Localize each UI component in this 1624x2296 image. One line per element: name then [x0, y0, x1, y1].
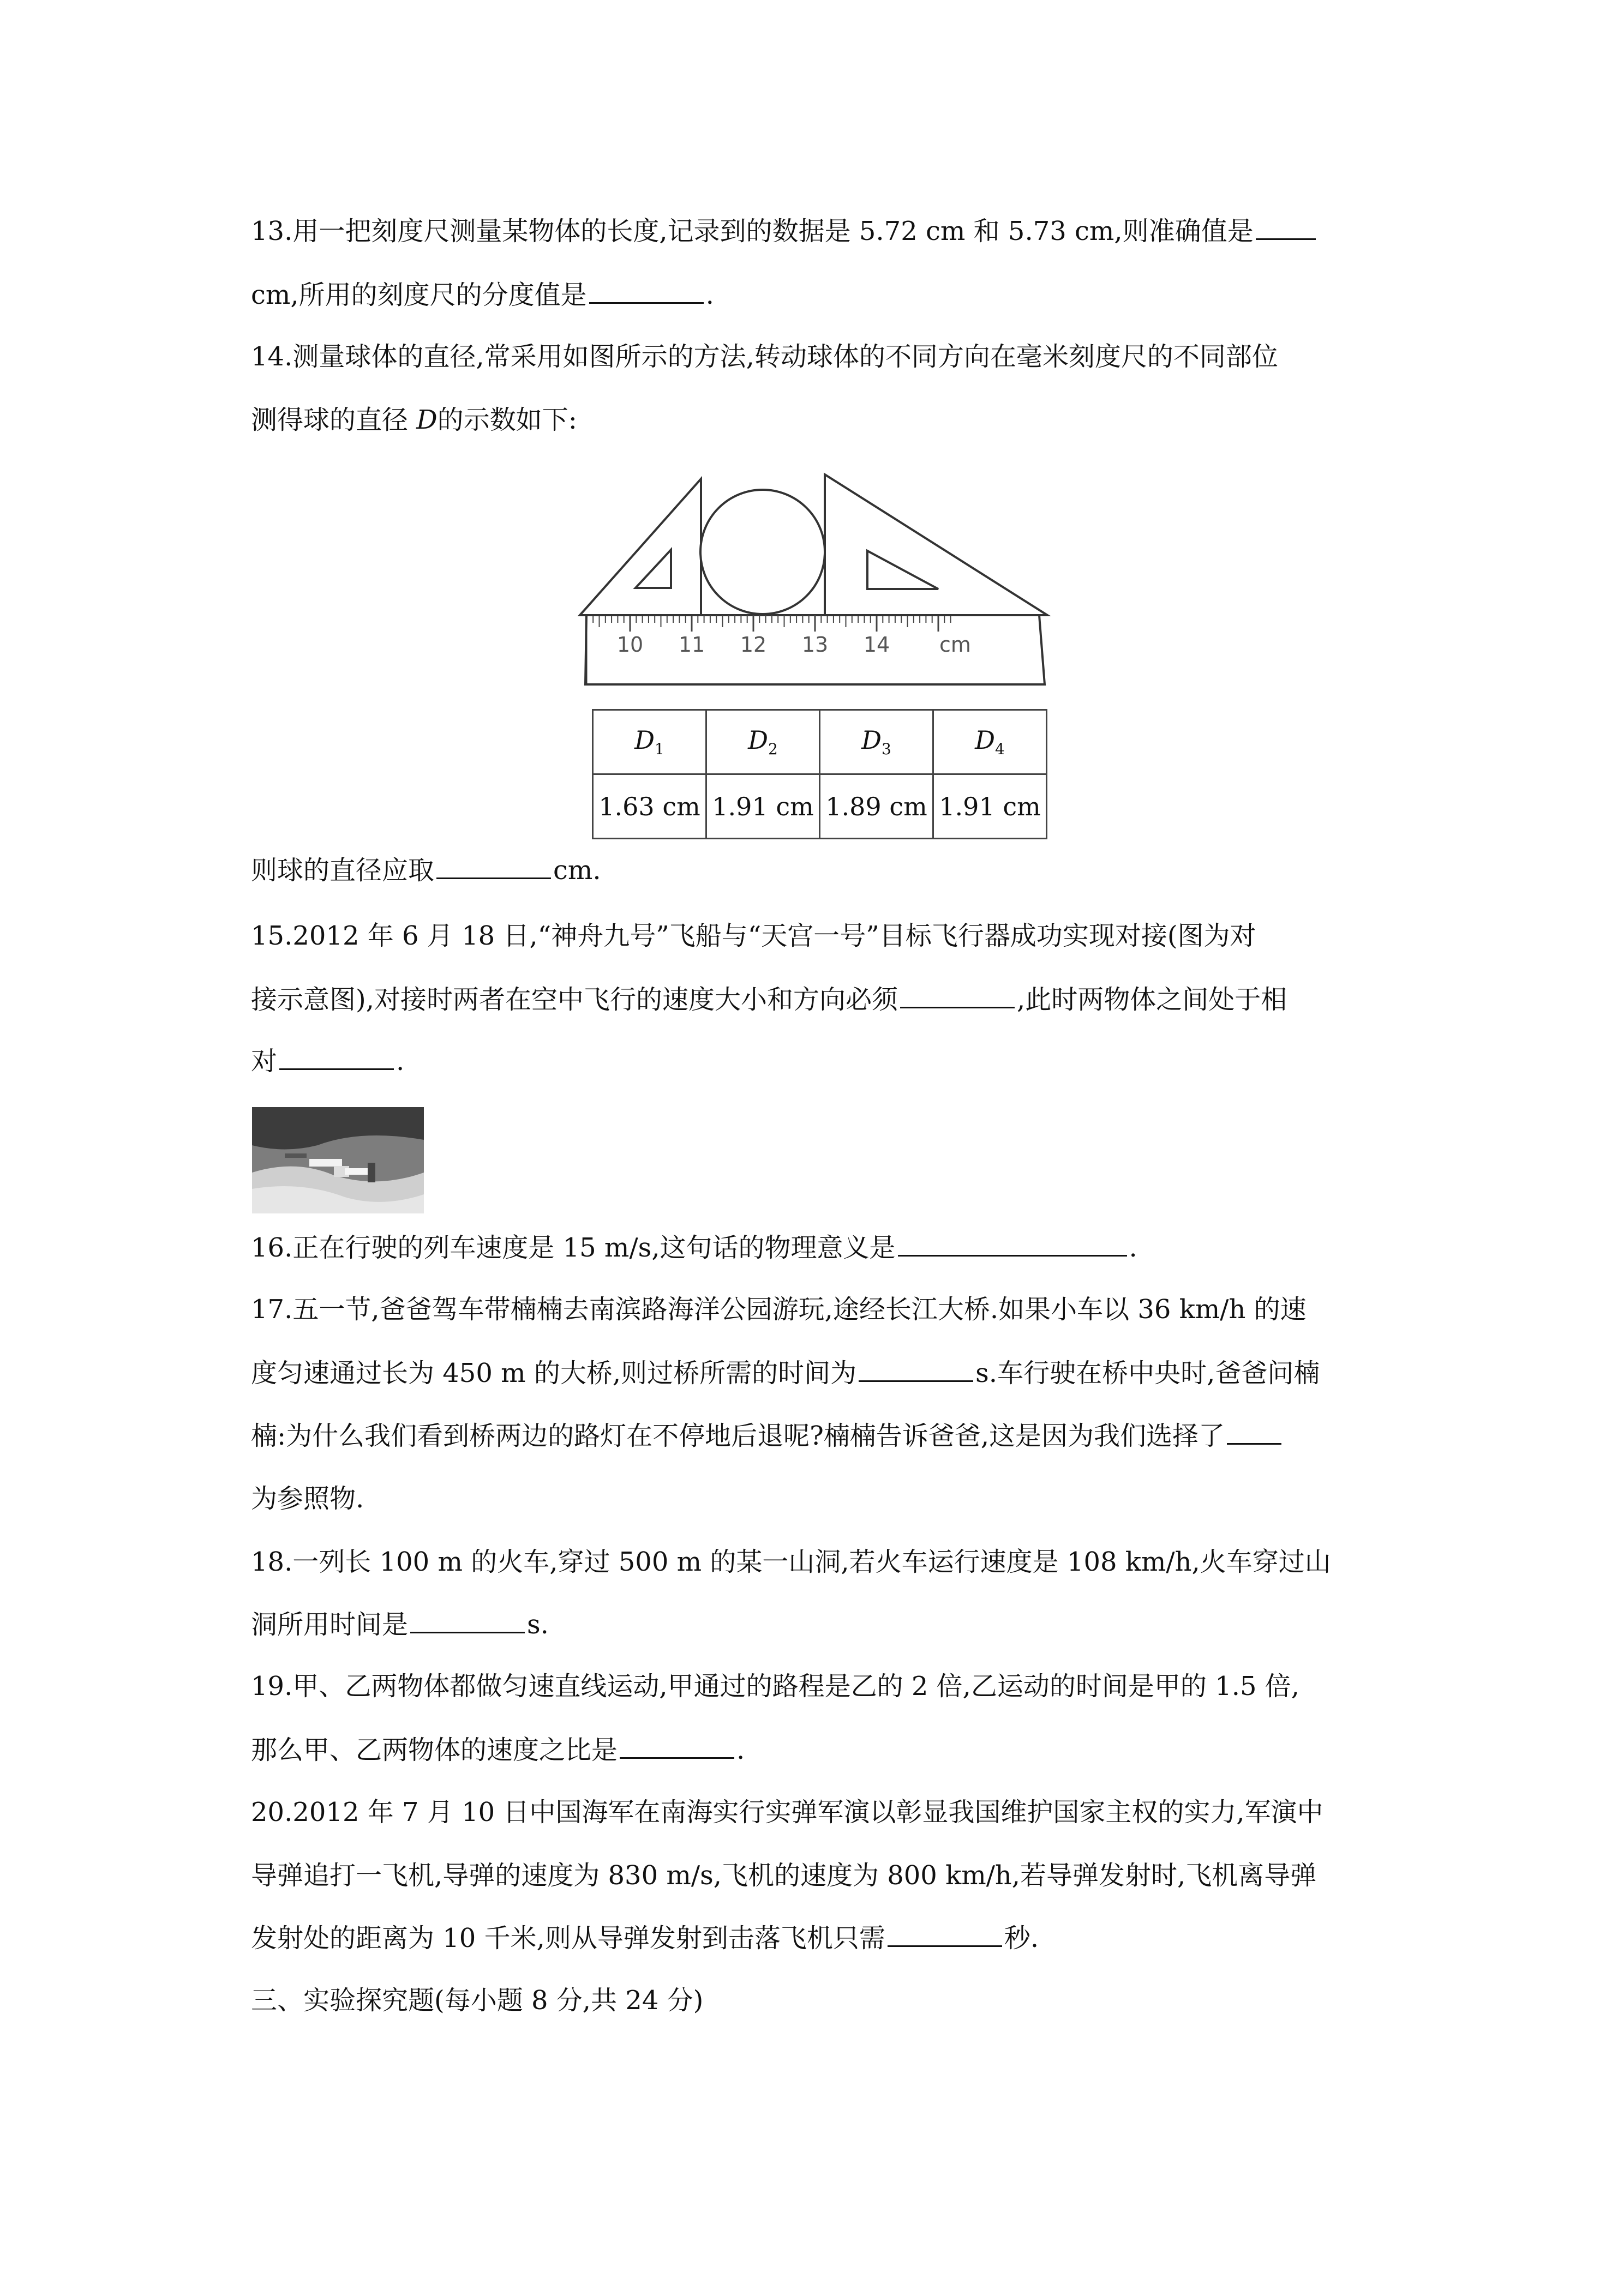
answer-blank[interactable] — [898, 1233, 1127, 1257]
q18-line2: 洞所用时间是 s. — [251, 1609, 549, 1640]
ruler-tick-label: 12 — [740, 633, 767, 657]
docking-photo — [252, 1107, 424, 1213]
q17-line4: 为参照物. — [251, 1483, 364, 1514]
q17-line3: 楠:为什么我们看到桥两边的路灯在不停地后退呢?楠楠告诉爸爸,这是因为我们选择了 — [251, 1416, 1397, 1456]
q13-line2: cm,所用的刻度尺的分度值是 . — [251, 280, 714, 310]
ball — [700, 490, 825, 614]
ruler-unit-label: cm — [939, 633, 971, 657]
ruler-tick-label: 10 — [616, 633, 644, 657]
answer-blank[interactable] — [279, 1047, 394, 1070]
q15-line1: 15.2012 年 6 月 18 日,“神舟九号”飞船与“天宫一号”目标飞行器成功实现对接(图为对 — [251, 921, 1256, 951]
q19-line2: 那么甲、乙两物体的速度之比是 . — [251, 1735, 745, 1765]
answer-blank[interactable] — [1227, 1421, 1281, 1445]
table-cell: 1.91 cm — [933, 774, 1047, 839]
q15-line2: 接示意图),对接时两者在空中飞行的速度大小和方向必须 ,此时两物体之间处于相 — [251, 984, 1287, 1015]
q17-line1: 17.五一节,爸爸驾车带楠楠去南滨路海洋公园游玩,途经长江大桥.如果小车以 36 km/h 的速 — [251, 1294, 1307, 1325]
answer-blank[interactable] — [620, 1735, 734, 1759]
q15-line3: 对 . — [251, 1046, 405, 1077]
ruler-tick-label: 14 — [863, 633, 890, 657]
answer-blank[interactable] — [436, 856, 551, 879]
q17-line2: 度匀速通过长为 450 m 的大桥,则过桥所需的时间为 s.车行驶在桥中央时,爸爸问楠 — [251, 1358, 1320, 1389]
answer-blank[interactable] — [589, 280, 704, 304]
table-header-cell: $D_4$ — [933, 710, 1047, 774]
table-cell: 1.63 cm — [593, 774, 706, 839]
q14-line1: 14.测量球体的直径,常采用如图所示的方法,转动球体的不同方向在毫米刻度尺的不同部位 — [251, 341, 1278, 372]
table-cell: 1.89 cm — [820, 774, 933, 839]
q20-line1: 20.2012 年 7 月 10 日中国海军在南海实行实弹军演以彰显我国维护国家主权的实力,军演中 — [251, 1797, 1323, 1828]
answer-blank[interactable] — [1256, 217, 1316, 240]
left-set-square — [580, 479, 701, 615]
q14-answer-line: 则球的直径应取 cm. — [251, 855, 601, 886]
table-header-cell: $D_1$ — [593, 710, 706, 774]
q20-line3: 发射处的距离为 10 千米,则从导弹发射到击落飞机只需 秒. — [251, 1923, 1039, 1954]
section3-title: 三、实验探究题(每小题 8 分,共 24 分) — [251, 1985, 704, 2016]
table-value-row — [593, 774, 1047, 839]
table-header-cell: $D_2$ — [706, 710, 820, 774]
q19-line1: 19.甲、乙两物体都做匀速直线运动,甲通过的路程是乙的 2 倍,乙运动的时间是甲的 1.5 倍, — [251, 1671, 1300, 1702]
right-set-square — [825, 474, 1047, 615]
answer-blank[interactable] — [888, 1924, 1002, 1947]
table-header-cell: $D_3$ — [820, 710, 933, 774]
answer-blank[interactable] — [410, 1610, 525, 1633]
q14-line2: 测得球的直径 D的示数如下: — [251, 405, 577, 435]
ruler-ball-figure — [576, 469, 1056, 687]
answer-blank[interactable] — [859, 1359, 973, 1382]
table-header-row — [593, 710, 1047, 774]
q13-line1: 13.用一把刻度尺测量某物体的长度,记录到的数据是 5.72 cm 和 5.73 cm,则准确值是 — [251, 212, 1397, 251]
diameter-table — [592, 709, 1047, 839]
q20-line2: 导弹追打一飞机,导弹的速度为 830 m/s,飞机的速度为 800 km/h,若导弹发射时,飞机离导弹 — [251, 1860, 1317, 1891]
ruler-diagram — [576, 469, 1056, 687]
q18-line1: 18.一列长 100 m 的火车,穿过 500 m 的某一山洞,若火车运行速度是 108 km/h,火车穿过山 — [251, 1547, 1331, 1577]
q16-line: 16.正在行驶的列车速度是 15 m/s,这句话的物理意义是 . — [251, 1233, 1137, 1263]
docking-photo-image — [252, 1107, 424, 1213]
ruler-tick-label: 11 — [678, 633, 705, 657]
answer-blank[interactable] — [900, 985, 1015, 1008]
table-cell: 1.91 cm — [706, 774, 820, 839]
ruler-tick-label: 13 — [801, 633, 829, 657]
